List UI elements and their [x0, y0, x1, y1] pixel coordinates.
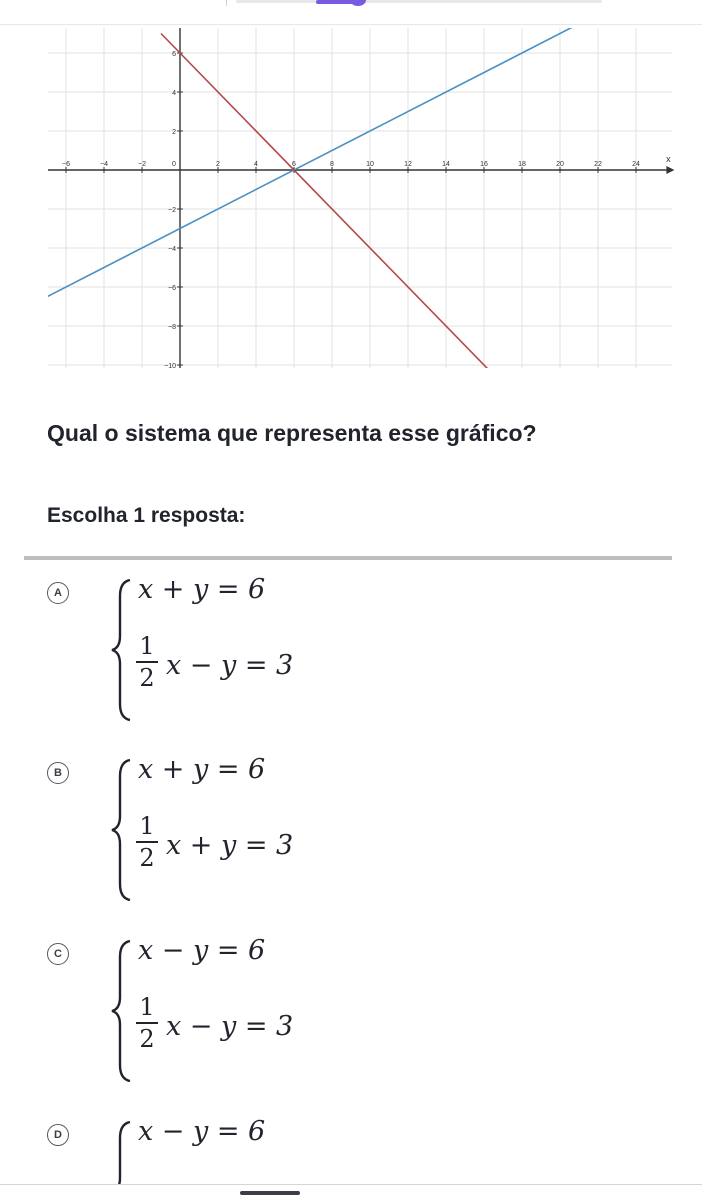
equation-system [108, 572, 368, 722]
x-tick-label: −4 [100, 161, 108, 168]
fraction-numerator: 1 [139, 993, 155, 1021]
choice-letter-badge[interactable]: A [47, 582, 69, 604]
y-tick-label: 6 [172, 51, 176, 58]
y-tick-label: 4 [172, 90, 176, 97]
bottom-handle [240, 1191, 300, 1195]
fraction [136, 812, 158, 872]
equation-system [108, 752, 368, 902]
fraction-denominator: 2 [139, 664, 155, 692]
fraction-numerator: 1 [139, 632, 155, 660]
graph [0, 24, 702, 374]
equation-2: x − y = 3 [166, 650, 294, 681]
x-tick-label: −2 [138, 161, 146, 168]
x-tick-label: 2 [216, 161, 220, 168]
question-text: Qual o sistema que representa esse gráfico? [47, 420, 537, 446]
y-tick-label: 2 [172, 129, 176, 136]
left-brace [108, 756, 134, 904]
fraction-bar [136, 661, 158, 663]
left-brace [108, 937, 134, 1085]
x-tick-label: 8 [330, 161, 334, 168]
equation-1: x − y = 6 [138, 1116, 266, 1147]
instruction-text: Escolha 1 resposta: [47, 504, 246, 527]
x-tick-label: 20 [556, 161, 564, 168]
x-tick-label: 22 [594, 161, 602, 168]
x-tick-label: 18 [518, 161, 526, 168]
fraction-bar [136, 1022, 158, 1024]
y-tick-label: −6 [168, 285, 176, 292]
choices-divider [24, 556, 672, 560]
x-axis-arrow [666, 166, 674, 174]
y-tick-label: −10 [164, 363, 176, 370]
fraction-denominator: 2 [139, 844, 155, 872]
equation-1: x + y = 6 [138, 574, 266, 605]
choice-letter-badge[interactable]: B [47, 762, 69, 784]
fraction-numerator: 1 [139, 812, 155, 840]
left-brace [108, 1118, 134, 1184]
x-tick-label: 24 [632, 161, 640, 168]
choice-letter-badge[interactable]: D [47, 1124, 69, 1146]
progress-bar [0, 0, 702, 22]
progress-tick [226, 0, 227, 6]
choice-d[interactable] [0, 1114, 702, 1184]
y-tick-label: −2 [168, 207, 176, 214]
equation-1: x − y = 6 [138, 935, 266, 966]
y-tick-label: −4 [168, 246, 176, 253]
left-brace [108, 576, 134, 724]
fraction [136, 632, 158, 692]
bottom-bar [0, 1184, 702, 1201]
equation-2: x + y = 3 [166, 830, 294, 861]
x-axis-label: x [666, 154, 671, 164]
equation-2: x − y = 3 [166, 1011, 294, 1042]
x-tick-label: 16 [480, 161, 488, 168]
progress-knob [350, 0, 366, 6]
equation-1: x + y = 6 [138, 754, 266, 785]
x-tick-label: 10 [366, 161, 374, 168]
choice-letter-badge[interactable]: C [47, 943, 69, 965]
x-tick-label: 14 [442, 161, 450, 168]
x-tick-label: 6 [292, 161, 296, 168]
x-tick-label: 4 [254, 161, 258, 168]
progress-track [236, 0, 602, 3]
x-tick-label: 12 [404, 161, 412, 168]
fraction-bar [136, 841, 158, 843]
x-tick-label: −6 [62, 161, 70, 168]
y-tick-label: −8 [168, 324, 176, 331]
fraction-denominator: 2 [139, 1025, 155, 1053]
x-tick-label: 0 [172, 161, 176, 168]
equation-system [108, 1114, 368, 1184]
fraction [136, 993, 158, 1053]
equation-system [108, 933, 368, 1083]
